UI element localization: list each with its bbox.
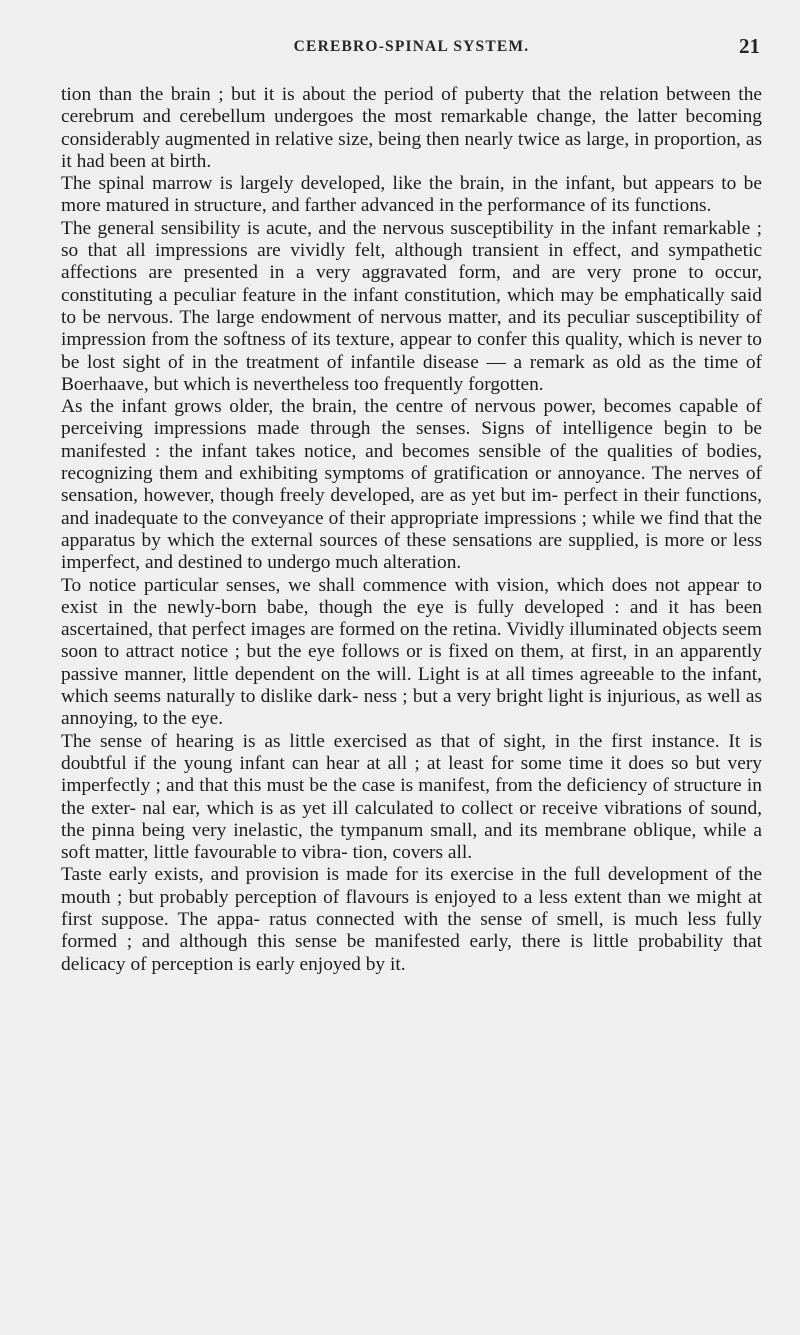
paragraph-6: The sense of hearing is as little exercised as that of sight, in the first instance. It is doubtful if the young infant can hear at all ; at least for some time it does so but very imperfectly ; and that this must be the case is manifest, from the deficiency of structure in the exter- nal ear, which is as yet ill calculated to collect or receive vibrations of sound, the pinna being very inelastic, the tympanum small, and its membrane oblique, while a soft matter, little favourable to vibra- tion, covers all. bbox=[61, 730, 762, 864]
body-text bbox=[61, 84, 762, 976]
paragraph-3: The general sensibility is acute, and the nervous susceptibility in the infant remarkable ; so that all impressions are vividly felt, although transient in effect, and sympathetic affections are presented in a very aggravated form, and are very prone to occur, constituting a peculiar feature in the infant constitution, which may be emphatically said to be nervous. The large endowment of nervous matter, and its peculiar susceptibility of impression from the softness of its texture, appear to confer this quality, which is never to be lost sight of in the treatment of infantile disease — a remark as old as the time of Boerhaave, but which is nevertheless too frequently forgotten. bbox=[61, 217, 762, 395]
running-header bbox=[61, 34, 762, 64]
paragraph-5: To notice particular senses, we shall commence with vision, which does not appear to exist in the newly-born babe, though the eye is fully developed : and it has been ascertained, that perfect images are formed on the retina. Vividly illuminated objects seem soon to attract notice ; but the eye follows or is fixed on them, at first, in an apparently passive manner, little dependent on the will. Light is at all times agreeable to the infant, which seems naturally to dislike dark- ness ; but a very bright light is injurious, as well as annoying, to the eye. bbox=[61, 574, 762, 730]
paragraph-4: As the infant grows older, the brain, the centre of nervous power, becomes capable of perceiving impressions made through the senses. Signs of intelligence begin to be manifested : the infant takes notice, and becomes sensible of the qualities of bodies, recognizing them and exhibiting symptoms of gratification or annoyance. The nerves of sensation, however, though freely developed, are as yet but im- perfect in their functions, and inadequate to the conveyance of their appropriate impressions ; while we find that the apparatus by which the external sources of these sensations are supplied, is more or less imperfect, and destined to undergo much alteration. bbox=[61, 396, 762, 574]
page-number: 21 bbox=[739, 34, 760, 58]
paragraph-2: The spinal marrow is largely developed, like the brain, in the infant, but appears to be more matured in structure, and farther advanced in the performance of its functions. bbox=[61, 173, 762, 217]
running-title: CEREBRO-SPINAL SYSTEM. bbox=[293, 38, 530, 55]
paragraph-7: Taste early exists, and provision is made for its exercise in the full development of the mouth ; but probably perception of flavours is enjoyed to a less extent than we might at first suppose. The appa- ratus connected with the sense of smell, is much less fully formed ; and although this sense be manifested early, there is little probability that delicacy of perception is early enjoyed by it. bbox=[61, 864, 762, 975]
paragraph-1: tion than the brain ; but it is about the period of puberty that the relation between the cerebrum and cerebellum undergoes the most remarkable change, the latter becoming considerably augmented in relative size, being then nearly twice as large, in proportion, as it had been at birth. bbox=[61, 84, 762, 172]
